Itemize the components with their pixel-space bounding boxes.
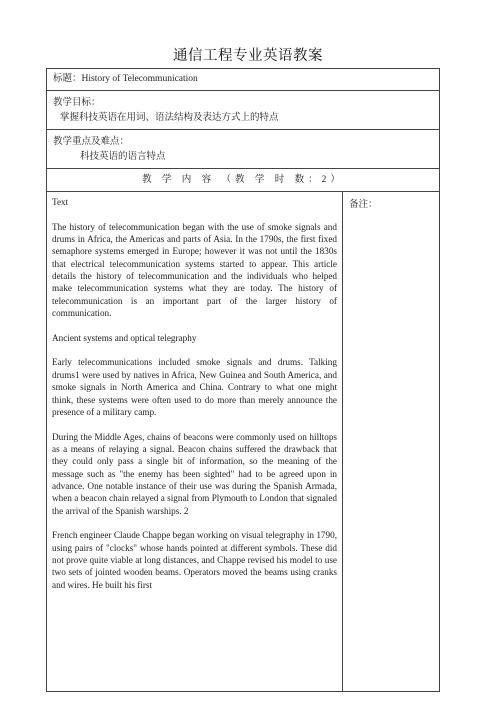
teaching-goal-label: 教学目标：: [53, 98, 101, 108]
paragraph-2: Early telecommunications included smoke signals and drums. Talking drums1 were used by natives in Africa, New Guinea and South America, and smoke signals in North America and China. Contrary to what one might think, these systems were often used to do more than merely announce the presence of a military camp.: [52, 357, 337, 417]
teaching-goal-text: 掌握科技英语在用词、语法结构及表达方式上的特点: [60, 113, 279, 123]
lesson-plan-table: [46, 68, 440, 692]
paragraph-3: During the Middle Ages, chains of beacons were commonly used on hilltops as a means of relaying a signal. Beacon chains suffered the drawback that they could only pass a single bit of information, so the meaning of the message such as "the enemy has been sighted" had to be agreed upon in advance. One notable instance of their use was during the Spanish Armada, when a beacon chain relayed a signal from Plymouth to London that signaled the arrival of the Spanish warships. 2: [52, 431, 337, 516]
topic-text: 标题：History of Telecommunication: [53, 74, 198, 84]
key-points-text: 科技英语的语言特点: [80, 152, 166, 162]
key-points-row: [47, 130, 439, 169]
page-title: 通信工程专业英语教案: [173, 48, 323, 64]
text-heading: Text: [52, 197, 69, 207]
remarks-label: 备注：: [349, 200, 378, 210]
teaching-goal-row: [47, 91, 439, 130]
key-points-label: 教学重点及难点：: [53, 137, 130, 147]
content-header-row: [47, 169, 439, 192]
paragraph-4: French engineer Claude Chappe began working on visual telegraphy in 1790, using pairs of "clocks" whose hands pointed at different symbols. These did not prove quite viable at long distances, and Chappe revised his model to use two sets of jointed wooden beams. Operators moved the beams using cranks and wires. He built his first: [52, 530, 337, 590]
paragraph-1: The history of telecommunication began with the use of smoke signals and drums in Africa, the Americas and parts of Asia. In the 1790s, the first fixed semaphore systems emerged in Europe; however it was not until the 1830s that electrical telecommunication systems started to appear. This article details the history of telecommunication and the individuals who helped make telecommunication systems what they are today. The history of telecommunication is an important part of the larger history of communication.: [52, 221, 337, 319]
remarks-column: [343, 192, 439, 691]
main-text-column: [47, 192, 343, 691]
content-header-text: 教 学 内 容 （教 学 时 数：2）: [142, 175, 344, 185]
section-heading-ancient-systems: Ancient systems and optical telegraphy: [52, 332, 197, 343]
topic-row: [47, 69, 439, 91]
content-body: [47, 192, 439, 691]
